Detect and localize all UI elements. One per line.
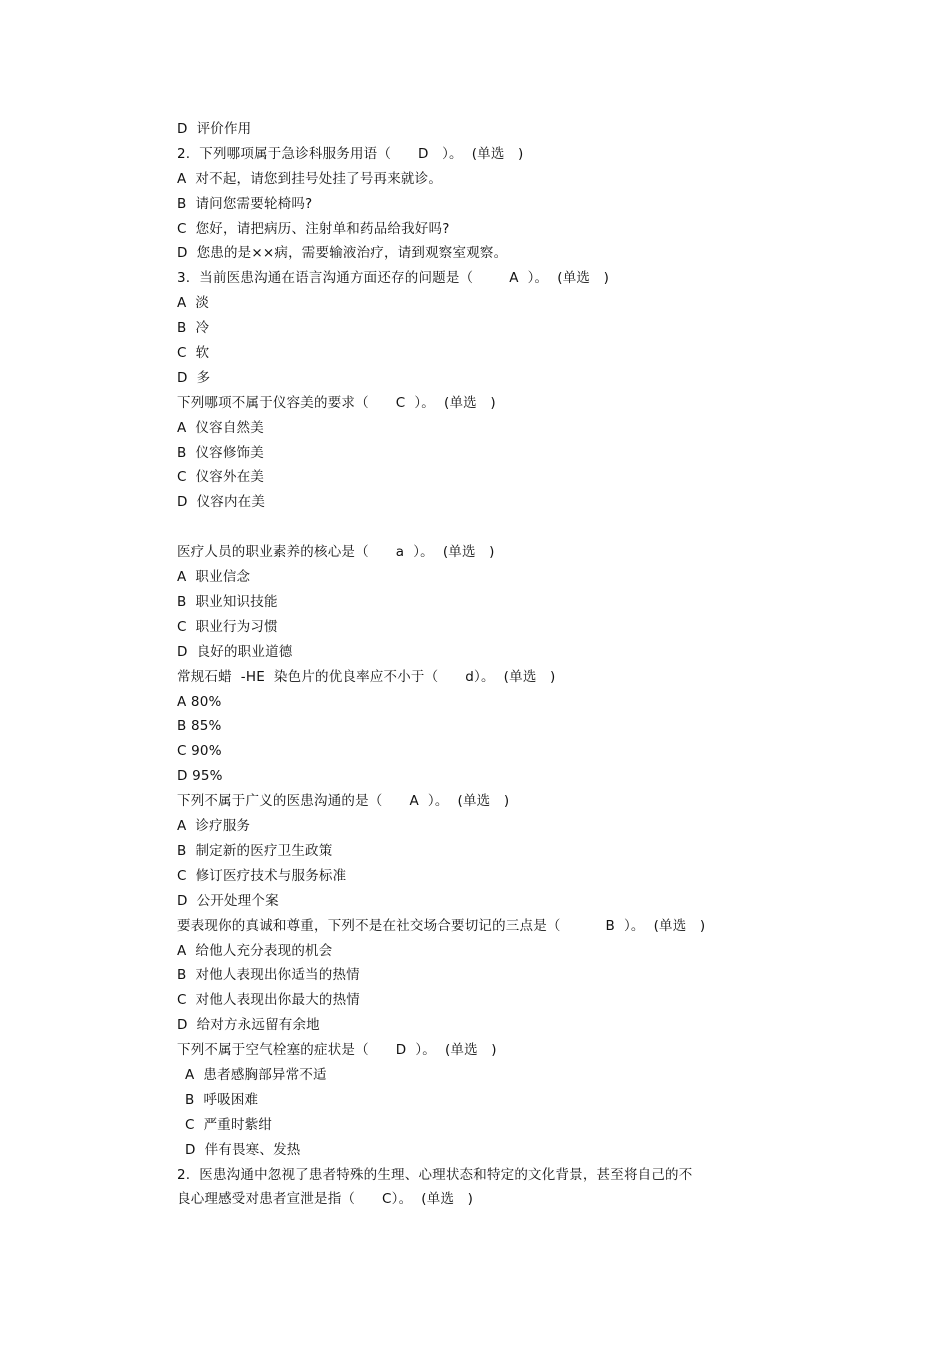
option-line: C 对他人表现出你最大的热情 (177, 992, 361, 1009)
option-line: B 制定新的医疗卫生政策 (177, 842, 333, 859)
option-line: A 诊疗服务 (177, 818, 251, 835)
option-line: A 给他人充分表现的机会 (177, 942, 333, 959)
option-line: B 职业知识技能 (177, 594, 278, 611)
option-line: A 淡 (177, 295, 210, 312)
option-line: B 请问您需要轮椅吗? (177, 195, 313, 212)
option-line: C 90% (177, 743, 222, 760)
option-line: B 呼吸困难 (185, 1091, 259, 1108)
option-line: C 职业行为习惯 (177, 618, 278, 635)
option-line: D 给对方永远留有余地 (177, 1017, 320, 1034)
option-line: A 80% (177, 693, 222, 710)
question-line: 下列不属于空气栓塞的症状是（ D ）。 (单选 ) (177, 1042, 497, 1059)
option-line: A 患者感胸部异常不适 (185, 1066, 327, 1083)
option-line: D 多 (177, 369, 211, 386)
question-line: 2. 下列哪项属于急诊科服务用语（ D ）。 (单选 ) (177, 145, 524, 162)
question-line: 2. 医患沟通中忽视了患者特殊的生理、心理状态和特定的文化背景，甚至将自己的不 (177, 1166, 693, 1183)
question-line-continued: 良心理感受对患者宣泄是指（ C）。 (单选 ) (177, 1191, 474, 1208)
document-body (177, 117, 877, 1212)
option-line: B 对他人表现出你适当的热情 (177, 967, 360, 984)
option-line: D 公开处理个案 (177, 892, 279, 909)
option-line: D 95% (177, 768, 223, 785)
option-line: C 仪容外在美 (177, 469, 265, 486)
question-line: 下列哪项不属于仪容美的要求（ C ）。 (单选 ) (177, 394, 496, 411)
option-line: D 良好的职业道德 (177, 643, 293, 660)
question-line: 要表现你的真诚和尊重，下列不是在社交场合要切记的三点是（ B ）。 (单选 ) (177, 917, 706, 934)
question-line: 下列不属于广义的医患沟通的是（ A ）。 (单选 ) (177, 793, 510, 810)
text-line: D 评价作用 (177, 121, 252, 137)
option-line: C 您好，请把病历、注射单和药品给我好吗? (177, 220, 450, 237)
option-line: B 冷 (177, 320, 210, 337)
option-line: A 对不起，请您到挂号处挂了号再来就诊。 (177, 170, 443, 187)
question-line: 常规石蜡 -HE 染色片的优良率应不小于（ d）。 (单选 ) (177, 668, 556, 685)
option-line: B 85% (177, 718, 222, 735)
option-line: D 伴有畏寒、发热 (185, 1141, 301, 1158)
option-line: C 严重时紫绀 (185, 1116, 273, 1133)
option-line: A 职业信念 (177, 569, 251, 586)
option-line: B 仪容修饰美 (177, 444, 264, 461)
option-line: C 修订医疗技术与服务标准 (177, 867, 347, 884)
option-line: C 软 (177, 345, 210, 362)
option-line: D 您患的是××病，需要输液治疗，请到观察室观察。 (177, 245, 508, 262)
blank-line (177, 515, 877, 540)
option-line: A 仪容自然美 (177, 419, 264, 436)
question-line: 医疗人员的职业素养的核心是（ a ）。 (单选 ) (177, 544, 495, 561)
option-line: D 仪容内在美 (177, 494, 266, 511)
question-line: 3. 当前医患沟通在语言沟通方面还存的问题是（ A ）。 (单选 ) (177, 270, 610, 287)
